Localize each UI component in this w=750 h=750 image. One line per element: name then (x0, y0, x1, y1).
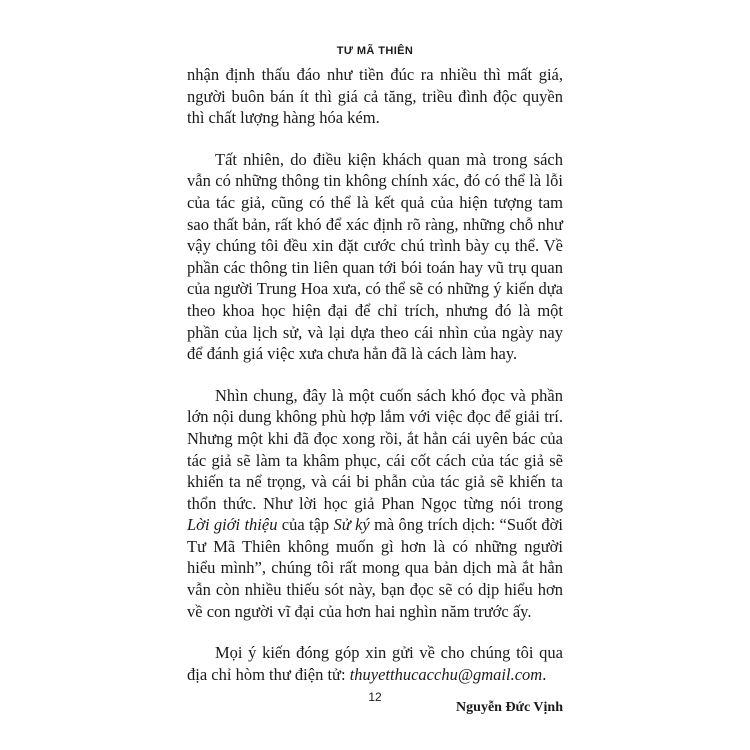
paragraph-3 (187, 385, 563, 623)
paragraph-3-text-c: mà ông trích dịch: “Suốt đời Tư Mã Thiên không muốn gì hơn là có những người hiểu mình”, chúng tôi rất mong qua bản dịch mà ắt hẳn vẫn còn nhiều thiếu sót này, bạn đọc sẽ có dịp hiểu hơn về con người vĩ đại của hơn hai nghìn năm trước ấy. (187, 515, 563, 621)
body-text (187, 64, 563, 719)
paragraph-4 (187, 642, 563, 685)
contact-email: thuyetthucacchu@gmail.com (349, 664, 543, 684)
paragraph-3-text-b: của tập (277, 515, 334, 535)
paragraph-1: nhận định thấu đáo như tiền đúc ra nhiều thì mất giá, người buôn bán ít thì giá cả tăng, triều đình độc quyền thì chất lượng hàng hóa kém. (187, 65, 563, 128)
page-number: 12 (368, 690, 382, 704)
author-signature: Nguyễn Đức Vịnh (456, 700, 563, 716)
paragraph-4-text: Mọi ý kiến đóng góp xin gửi về cho chúng tôi qua địa chỉ hòm thư điện tử: (187, 643, 563, 684)
italic-title-su-ky: Sử ký (333, 515, 370, 535)
italic-title-loi-gioi-thieu: Lời giới thiệu (187, 515, 278, 535)
paragraph-3-text-a: Nhìn chung, đây là một cuốn sách khó đọc và phần lớn nội dung không phù hợp lắm với việc đọc để giải trí. Nhưng một khi đã đọc xong rồi, ắt hẳn cái uyên bác của tác giả sẽ làm ta khâm phục, cái cốt cách của tác giả sẽ khiến ta nể trọng, và cái bi phẫn của tác giả sẽ khiến ta thổn thức. Như lời học giả Phan Ngọc từng nói trong (187, 385, 563, 513)
running-title: TƯ MÃ THIÊN (336, 45, 414, 57)
paragraph-4-end: . (542, 664, 547, 684)
paragraph-2: Tất nhiên, do điều kiện khách quan mà trong sách vẫn có những thông tin không chính xác, đó có thể là lỗi của tác giả, cũng có thể là kết quả của hiện tượng tam sao thất bản, rất khó để xác định rõ ràng, những chỗ như vậy chúng tôi đều xin đặt cước chú trình bày cụ thể. Về phần các thông tin liên quan tới bói toán hay vũ trụ quan của người Trung Hoa xưa, có thể sẽ có những ý kiến dựa theo khoa học hiện đại để chỉ trích, nhưng đó là một phần của lịch sử, và lại dựa theo cái nhìn của ngày nay để đánh giá việc xưa chưa hẳn đã là cách làm hay. (187, 149, 563, 364)
